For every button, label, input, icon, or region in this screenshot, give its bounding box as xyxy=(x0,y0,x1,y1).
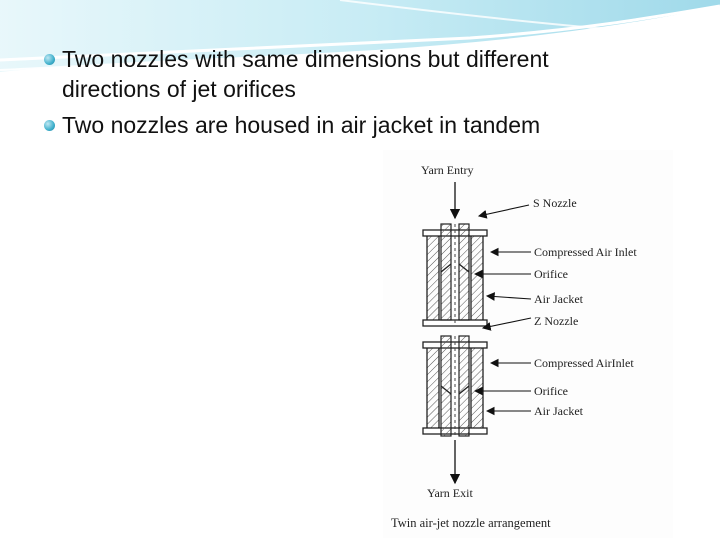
label-yarn-entry: Yarn Entry xyxy=(421,163,474,177)
nozzle-drawing xyxy=(383,150,673,538)
figure-caption: Twin air-jet nozzle arrangement xyxy=(391,516,551,530)
bullet-icon xyxy=(44,120,55,131)
bullet-list xyxy=(44,44,684,146)
bullet-item xyxy=(44,44,684,104)
bullet-item xyxy=(44,110,684,140)
z-nozzle-assembly xyxy=(423,336,487,438)
label-orifice-lower: Orifice xyxy=(534,384,568,398)
bullet-line: Two nozzles with same dimensions but different xyxy=(62,46,549,72)
bullet-line: Two nozzles are housed in air jacket in tandem xyxy=(62,112,541,138)
label-compressed-air-inlet-lower: Compressed AirInlet xyxy=(534,356,634,370)
label-z-nozzle: Z Nozzle xyxy=(534,314,579,328)
bullet-line: directions of jet orifices xyxy=(62,76,296,102)
label-s-nozzle: S Nozzle xyxy=(533,196,577,210)
s-nozzle-assembly xyxy=(423,224,487,326)
nozzle-diagram xyxy=(383,150,673,538)
label-air-jacket-lower: Air Jacket xyxy=(534,404,583,418)
label-yarn-exit: Yarn Exit xyxy=(427,486,473,500)
label-air-jacket-upper: Air Jacket xyxy=(534,292,583,306)
label-compressed-air-inlet-upper: Compressed Air Inlet xyxy=(534,245,637,259)
bullet-icon xyxy=(44,54,55,65)
label-orifice-upper: Orifice xyxy=(534,267,568,281)
